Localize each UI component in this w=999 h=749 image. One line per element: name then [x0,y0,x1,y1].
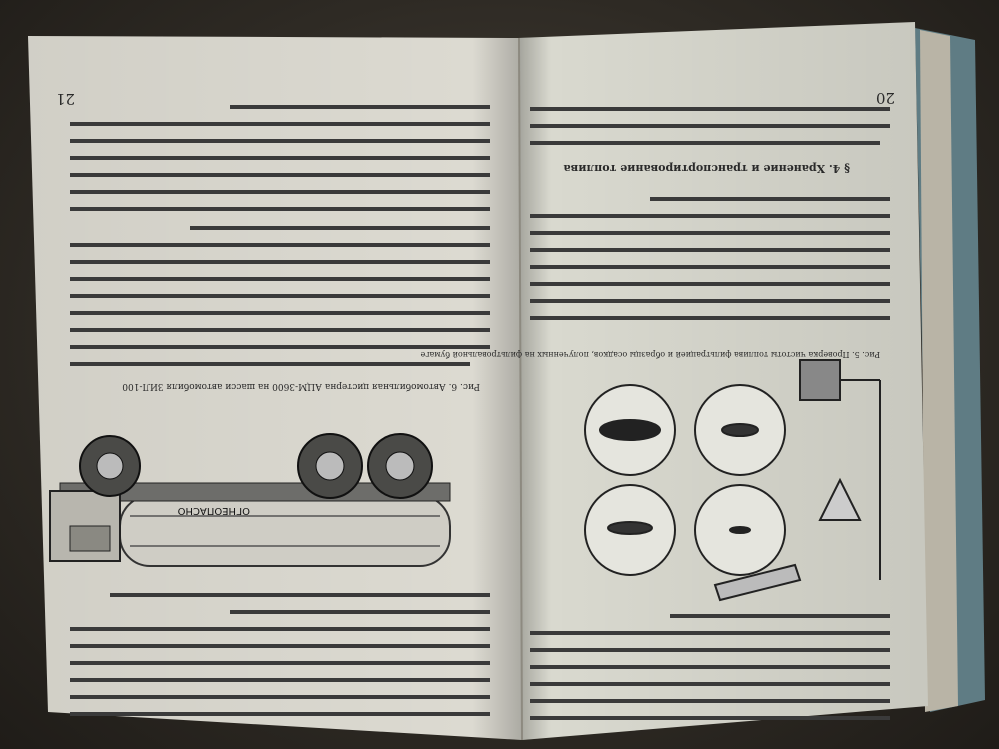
left-page-number: 21 [55,90,75,108]
right-page-number: 20 [875,89,895,107]
truck-plate-text: ОГНЕОПАСНО [177,505,250,516]
left-paragraph-lines-mid [70,226,490,366]
right-section-title: § 4. Хранение и транспортирование топлива [563,162,850,175]
right-figure-caption: Рис. 5. Проверка чистоты топлива фильтрацией и образцы осадков, полученных на фильтровальной бумаге [420,350,880,359]
left-figure-caption: Рис. 6. Автомобильная цистерна АЦМ-3600 на шасси автомобиля ЗИЛ-100 [122,381,480,391]
